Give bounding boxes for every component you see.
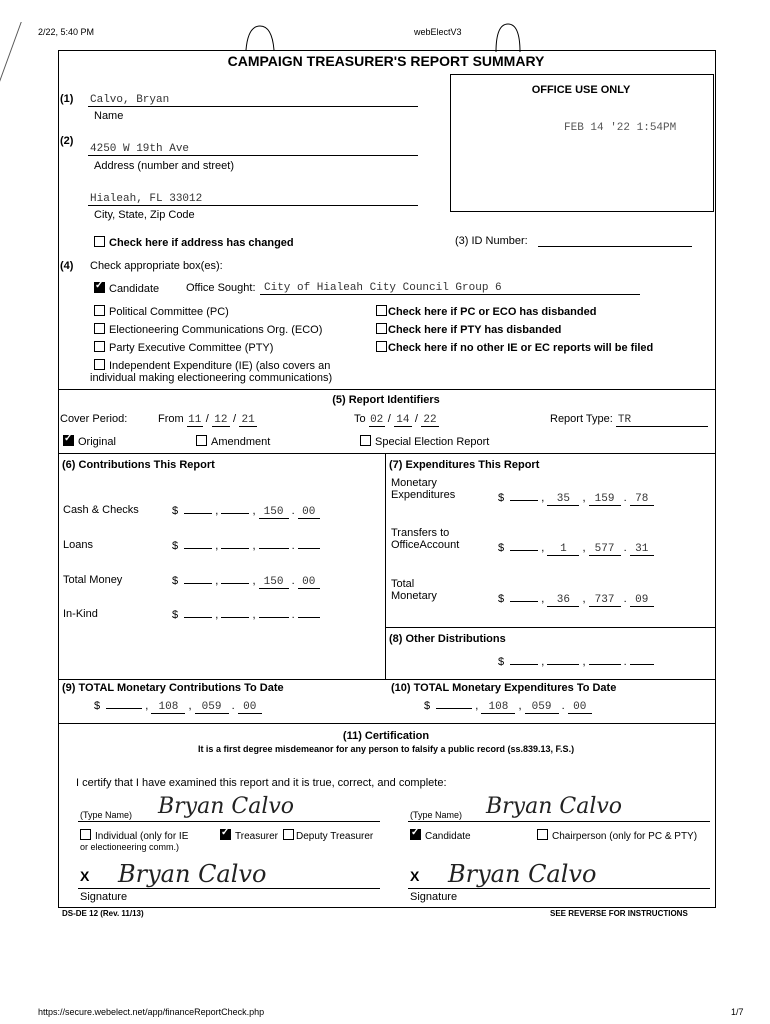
total-expenditures-amount: $ , 108 , 059 . 00 (424, 699, 592, 714)
treasurer-label: Treasurer (235, 831, 278, 842)
checkbox-icon[interactable] (376, 323, 387, 334)
individual-label-line2: or electioneering comm.) (80, 842, 180, 852)
total-money-dollars: 150 (259, 576, 289, 589)
eco-label: Electioneering Communications Org. (ECO) (109, 324, 323, 336)
chairperson-label: Chairperson (only for PC & PTY) (552, 831, 698, 842)
boxes-label: Check appropriate box(es): (90, 260, 223, 272)
total-monetary-thousands: 36 (547, 594, 579, 607)
individual-check[interactable] (80, 829, 188, 842)
cover-period-label: Cover Period: (60, 413, 128, 425)
pty-label: Party Executive Committee (PTY) (109, 342, 274, 354)
pc-check[interactable] (94, 305, 229, 318)
item-number: (1) (60, 93, 74, 105)
candidate-sign-check[interactable] (410, 829, 471, 842)
print-tab-title: webElectV3 (414, 27, 462, 37)
form-title: CAMPAIGN TREASURER'S REPORT SUMMARY (227, 53, 545, 69)
monetary-label-line1: Monetary (391, 477, 437, 489)
binder-hole-right-icon (490, 20, 526, 54)
chairperson-check[interactable] (537, 829, 697, 842)
total-monetary-label-line1: Total (391, 578, 415, 590)
amendment-label: Amendment (211, 436, 271, 448)
transfers-amount: $ , 1 , 577 . 31 (498, 541, 654, 556)
deputy-treasurer-check[interactable] (283, 829, 373, 842)
item-number: (2) (60, 135, 74, 147)
right-typed-name-signature: Bryan Calvo (486, 794, 623, 819)
pc-disbanded-label: Check here if PC or ECO has disbanded (388, 306, 597, 318)
checkbox-icon[interactable] (94, 323, 105, 334)
report-type-label: Report Type: (550, 413, 613, 425)
from-month: 11 (188, 414, 202, 426)
checkbox-icon[interactable] (196, 435, 207, 446)
report-type (550, 413, 708, 427)
cash-label: Cash & Checks (63, 504, 139, 516)
treasurer-check[interactable] (220, 829, 278, 842)
monetary-units: 159 (589, 493, 621, 506)
checkbox-icon[interactable] (360, 435, 371, 446)
city-label: City, State, Zip Code (94, 209, 195, 221)
monetary-label (391, 477, 455, 501)
city-value: Hialeah, FL 33012 (90, 193, 203, 205)
checkbox-icon[interactable] (80, 829, 91, 840)
from-day: 12 (212, 414, 230, 427)
checkbox-icon[interactable] (283, 829, 294, 840)
total-expenditures-units: 059 (525, 701, 559, 714)
to-label: To (354, 413, 366, 425)
checkbox-icon[interactable] (94, 359, 105, 370)
from-year: 21 (239, 414, 257, 427)
checkbox-icon[interactable] (376, 341, 387, 352)
office-sought-value: City of Hialeah City Council Group 6 (264, 282, 502, 294)
amendment-check[interactable] (196, 435, 270, 448)
checkbox-checked-icon[interactable] (63, 435, 74, 446)
total-monetary-label-line2: Monetary (391, 590, 437, 602)
original-check[interactable] (63, 435, 116, 448)
transfers-label-line1: Transfers to (391, 527, 450, 539)
other-distributions-heading: (8) Other Distributions (389, 633, 506, 645)
total-expenditures-heading: (10) TOTAL Monetary Expenditures To Date (391, 682, 617, 694)
loans-label: Loans (63, 539, 93, 551)
cash-dollars: 150 (259, 506, 289, 519)
address-value: 4250 W 19th Ave (90, 143, 190, 155)
right-x-mark: X (410, 868, 420, 884)
print-timestamp: 2/22, 5:40 PM (38, 27, 95, 37)
address-label: Address (number and street) (94, 160, 235, 172)
checkbox-icon[interactable] (376, 305, 387, 316)
ie-check[interactable] (94, 359, 330, 372)
total-contributions-units: 059 (195, 701, 229, 714)
candidate-label: Candidate (109, 283, 160, 295)
total-money-amount: $ , , 150 . 00 (172, 574, 320, 589)
total-monetary-cents: 09 (630, 594, 654, 607)
cash-cents: 00 (298, 506, 320, 519)
received-stamp: FEB 14 '22 1:54PM (564, 122, 677, 134)
ie-label-line2: individual making electioneering communications) (90, 372, 333, 384)
checkbox-checked-icon[interactable] (94, 282, 105, 293)
form-code: DS-DE 12 (Rev. 11/13) (62, 909, 144, 918)
total-contributions-heading: (9) TOTAL Monetary Contributions To Date (62, 682, 284, 694)
print-page-number: 1/7 (731, 1007, 744, 1017)
instructions-note: SEE REVERSE FOR INSTRUCTIONS (550, 909, 688, 918)
right-signature: Bryan Calvo (448, 860, 597, 888)
identifiers-heading: (5) Report Identifiers (332, 394, 440, 406)
total-expenditures-thousands: 108 (481, 701, 515, 714)
candidate-sign-label: Candidate (425, 831, 471, 842)
certification-warning: It is a first degree misdemeanor for any person to falsify a public record (ss.839.13, F.S.) (197, 744, 575, 754)
no-other-check[interactable] (376, 341, 653, 354)
transfers-cents: 31 (630, 543, 654, 556)
print-url: https://secure.webelect.net/app/financeReportCheck.php (38, 1007, 265, 1017)
monetary-thousands: 35 (547, 493, 579, 506)
from-label: From (158, 413, 184, 425)
to-month: 02 (370, 414, 384, 426)
special-election-check[interactable] (360, 435, 489, 448)
transfers-units: 577 (589, 543, 621, 556)
pc-disbanded-check[interactable] (376, 305, 596, 318)
eco-check[interactable] (94, 323, 322, 336)
address-changed-label: Check here if address has changed (109, 237, 294, 249)
total-money-label: Total Money (63, 574, 123, 586)
total-monetary-amount: $ , 36 , 737 . 09 (498, 592, 654, 607)
loans-amount: $ , , . (172, 539, 320, 552)
type-name-label: (Type Name) (410, 810, 463, 820)
monetary-cents: 78 (630, 493, 654, 506)
to-day: 14 (394, 414, 412, 427)
checkbox-icon[interactable] (94, 341, 105, 352)
candidate-check[interactable] (94, 282, 159, 295)
pty-disbanded-check[interactable] (376, 323, 561, 336)
original-label: Original (78, 436, 116, 448)
certification-statement: I certify that I have examined this report and it is true, correct, and complete: (76, 777, 447, 789)
left-signature-label: Signature (80, 891, 128, 903)
ie-label: Independent Expenditure (IE) (also covers an (109, 360, 331, 372)
pty-check[interactable] (94, 341, 273, 354)
no-other-label: Check here if no other IE or EC reports will be filed (388, 342, 654, 354)
total-monetary-label (391, 578, 437, 602)
checkbox-icon[interactable] (537, 829, 548, 840)
scan-mark (0, 22, 52, 92)
address-changed-check[interactable] (94, 236, 294, 249)
checkbox-checked-icon[interactable] (220, 829, 231, 840)
left-typed-name-signature: Bryan Calvo (158, 794, 295, 819)
deputy-treasurer-label: Deputy Treasurer (296, 831, 374, 842)
pc-label: Political Committee (PC) (109, 306, 229, 318)
left-signature: Bryan Calvo (118, 860, 267, 888)
expenditures-heading: (7) Expenditures This Report (389, 459, 540, 471)
total-contributions-amount: $ , 108 , 059 . 00 (94, 699, 262, 714)
name-label: Name (94, 110, 124, 122)
inkind-label: In-Kind (63, 608, 98, 620)
name-value: Calvo, Bryan (90, 94, 170, 106)
right-signature-label: Signature (410, 891, 458, 903)
monetary-label-line2: Expenditures (391, 489, 456, 501)
cash-amount: $ , , 150 . 00 (172, 504, 320, 519)
type-name-label: (Type Name) (80, 810, 133, 820)
binder-hole-left-icon (240, 22, 280, 52)
pty-disbanded-label: Check here if PTY has disbanded (388, 324, 562, 336)
transfers-label-line2: OfficeAccount (391, 539, 460, 551)
period-from: From 11 / 12 / 21 (158, 413, 257, 427)
transfers-label (391, 527, 459, 551)
checkbox-icon[interactable] (94, 305, 105, 316)
report-type-value: TR (616, 414, 708, 427)
checkbox-checked-icon[interactable] (410, 829, 421, 840)
item-number: (4) (60, 260, 74, 272)
total-expenditures-cents: 00 (568, 701, 592, 714)
special-election-label: Special Election Report (375, 436, 490, 448)
to-year: 22 (421, 414, 439, 427)
office-sought-label: Office Sought: (186, 282, 256, 294)
contributions-heading: (6) Contributions This Report (62, 459, 215, 471)
left-x-mark: X (80, 868, 90, 884)
id-number-label: (3) ID Number: (455, 235, 528, 247)
monetary-amount: $ , 35 , 159 . 78 (498, 491, 654, 506)
total-contributions-cents: 00 (238, 701, 262, 714)
period-to: To 02 / 14 / 22 (354, 413, 439, 427)
total-monetary-units: 737 (589, 594, 621, 607)
checkbox-icon[interactable] (94, 236, 105, 247)
other-distributions-amount: $ , , . (498, 655, 654, 668)
individual-label: Individual (only for IE (95, 831, 189, 842)
inkind-amount: $ , , . (172, 608, 320, 621)
total-money-cents: 00 (298, 576, 320, 589)
total-contributions-thousands: 108 (151, 701, 185, 714)
office-use-label: OFFICE USE ONLY (531, 84, 631, 96)
transfers-thousands: 1 (547, 543, 579, 556)
certification-heading: (11) Certification (342, 730, 430, 742)
